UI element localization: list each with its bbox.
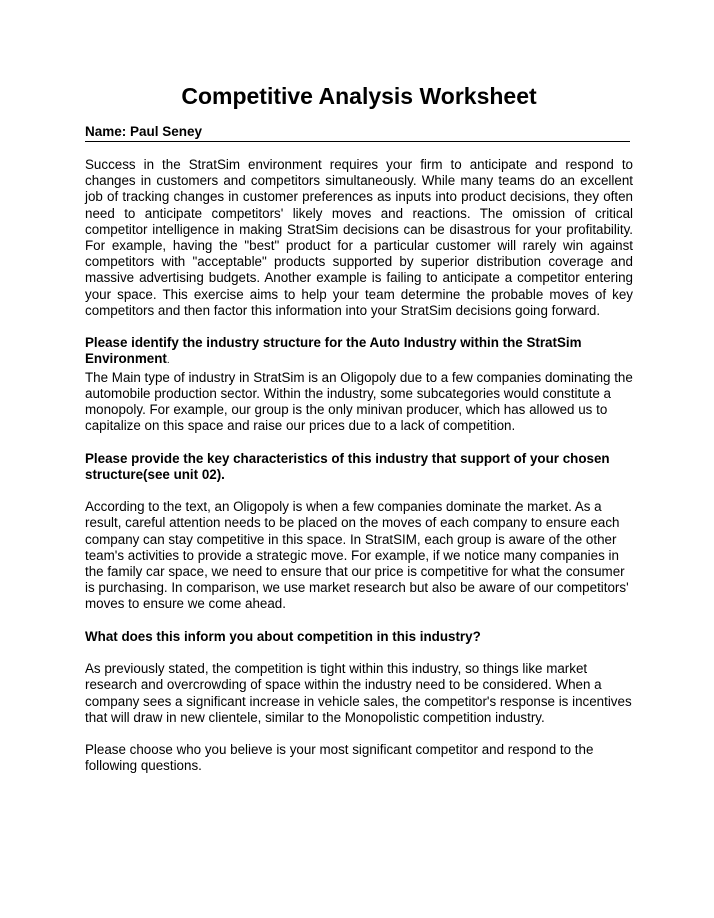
name-line: Name: Paul Seney (85, 123, 630, 142)
spacer (85, 613, 633, 629)
question-industry-structure (85, 335, 633, 369)
spacer (85, 434, 633, 450)
spacer (85, 483, 633, 499)
spacer (85, 726, 633, 742)
question-competition: What does this inform you about competition in this industry? (85, 628, 481, 644)
question-text: Please identify the industry structure for the Auto Industry within the StratSim Environment (85, 335, 582, 367)
question-key-characteristics: Please provide the key characteristics of this industry that support of your chosen structure(see unit 02). (85, 450, 610, 482)
spacer (85, 645, 633, 661)
document-body (85, 157, 633, 775)
answer-key-characteristics: According to the text, an Oligopoly is when a few companies dominate the market. As a result, careful attention needs to be placed on the moves of each company to ensure each company can stay competitive in this space. In StratSIM, each group is aware of the other team's activities to provide a strategic move. For example, if we notice many companies in the family car space, we need to ensure that our price is competitive for what the consumer is purchasing. In comparison, we use market research but also be aware of our competitors' moves to ensure we come ahead. (85, 499, 629, 612)
page-title: Competitive Analysis Worksheet (181, 83, 537, 109)
answer-competition: As previously stated, the competition is tight within this industry, so things like market research and overcrowding of space within the industry need to be considered. When a company sees a significant increase in vehicle sales, the competitor's response is incentives that will draw in new clientele, similar to the Monopolistic competition industry. (85, 661, 632, 725)
question-period: . (166, 355, 170, 367)
spacer (85, 319, 633, 335)
intro-paragraph: Success in the StratSim environment requires your firm to anticipate and respond to changes in customers and competitors simultaneously. While many teams do an excellent job of tracking changes in customer preferences as inputs into product decisions, they often need to anticipate competitors' likely moves and reactions. The omission of critical competitor intelligence in making StratSim decisions can be disastrous for your profitability. For example, having the "best" product for a particular customer will rarely win against competitors with "acceptable" products supported by superior distribution coverage and massive advertising budgets. Another example is failing to anticipate a competitor entering your space. This exercise aims to help your team determine the probable moves of key competitors and then factor this information into your StratSim decisions going forward. (85, 157, 633, 318)
answer-industry-structure: The Main type of industry in StratSim is an Oligopoly due to a few companies dominating the automobile production sector. Within the industry, some subcategories would constitute a monopoly. For example, our group is the only minivan producer, which has allowed us to capitalize on this space and raise our prices due to a lack of competition. (85, 369, 633, 434)
closing-instruction: Please choose who you believe is your most significant competitor and respond to the following questions. (85, 742, 594, 774)
